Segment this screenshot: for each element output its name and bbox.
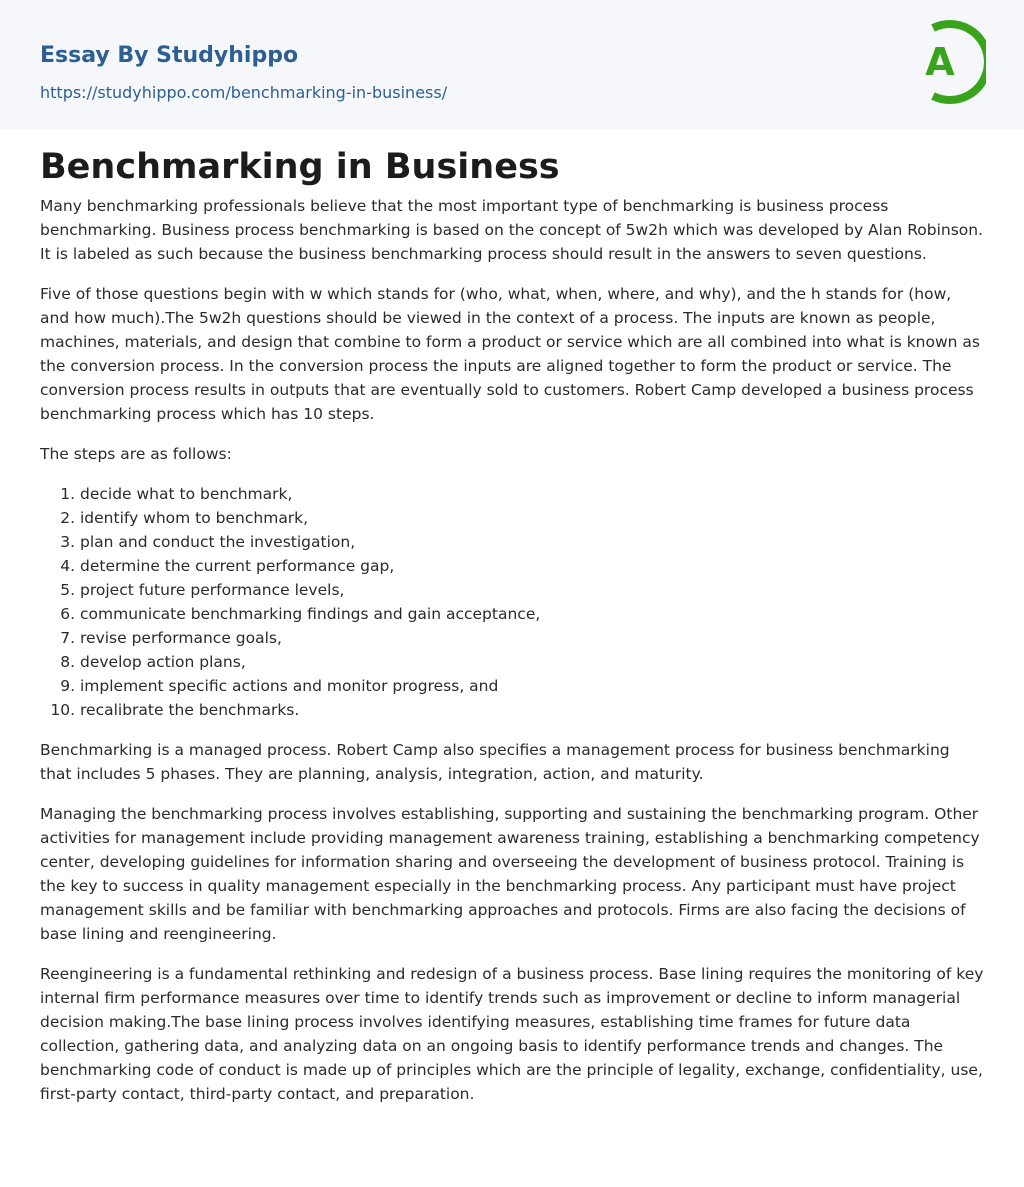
- logo-letter: A: [925, 40, 955, 84]
- studyhippo-logo-icon: [914, 19, 986, 105]
- step-item: 2. identify whom to benchmark,: [80, 506, 984, 530]
- step-item: 10. recalibrate the benchmarks.: [80, 698, 984, 722]
- steps-list: [40, 482, 984, 722]
- paragraph: Five of those questions begin with w which stands for (who, what, when, where, and why), and the h stands for (how, and how much).The 5w2h questions should be viewed in the context of a process. The inputs are known as people, machines, materials, and design that combine to form a product or service which are all combined into what is known as the conversion process. In the conversion process the inputs are aligned together to form the product or service. The conversion process results in outputs that are eventually sold to customers. Robert Camp developed a business process benchmarking process which has 10 steps.: [40, 285, 980, 423]
- site-header: [0, 0, 1024, 129]
- paragraph: The steps are as follows:: [40, 445, 232, 463]
- step-item: 7. revise performance goals,: [80, 626, 984, 650]
- step-item: 9. implement specific actions and monitor progress, and: [80, 674, 984, 698]
- paragraph: Managing the benchmarking process involves establishing, supporting and sustaining the benchmarking program. Other activities for management include providing management awareness training, establishing a benchmarking competency center, developing guidelines for information sharing and overseeing the development of business protocol. Training is the key to success in quality management especially in the benchmarking process. Any participant must have project management skills and be familiar with benchmarking approaches and protocols. Firms are also facing the decisions of base lining and reengineering.: [40, 805, 980, 943]
- brand-title: Essay By Studyhippo: [40, 43, 299, 68]
- article: [0, 129, 1024, 1106]
- step-item: 6. communicate benchmarking findings and gain acceptance,: [80, 602, 984, 626]
- source-url-link[interactable]: https://studyhippo.com/benchmarking-in-business/: [40, 83, 448, 102]
- paragraph: Reengineering is a fundamental rethinking and redesign of a business process. Base lining requires the monitoring of key internal firm performance measures over time to identify trends such as improvement or decline to inform managerial decision making.The base lining process involves identifying measures, establishing time frames for future data collection, gathering data, and analyzing data on an ongoing basis to identify performance trends and changes. The benchmarking code of conduct is made up of principles which are the principle of legality, exchange, confidentiality, use, first-party contact, third-party contact, and preparation.: [40, 965, 984, 1103]
- step-item: 1. decide what to benchmark,: [80, 482, 984, 506]
- paragraph: Many benchmarking professionals believe that the most important type of benchmarking is business process benchmarking. Business process benchmarking is based on the concept of 5w2h which was developed by Alan Robinson. It is labeled as such because the business benchmarking process should result in the answers to seven questions.: [40, 197, 984, 263]
- step-item: 4. determine the current performance gap,: [80, 554, 984, 578]
- paragraph: Benchmarking is a managed process. Robert Camp also specifies a management process for business benchmarking that includes 5 phases. They are planning, analysis, integration, action, and maturity.: [40, 741, 950, 783]
- page-title: Benchmarking in Business: [40, 147, 560, 187]
- step-item: 3. plan and conduct the investigation,: [80, 530, 984, 554]
- step-item: 8. develop action plans,: [80, 650, 984, 674]
- step-item: 5. project future performance levels,: [80, 578, 984, 602]
